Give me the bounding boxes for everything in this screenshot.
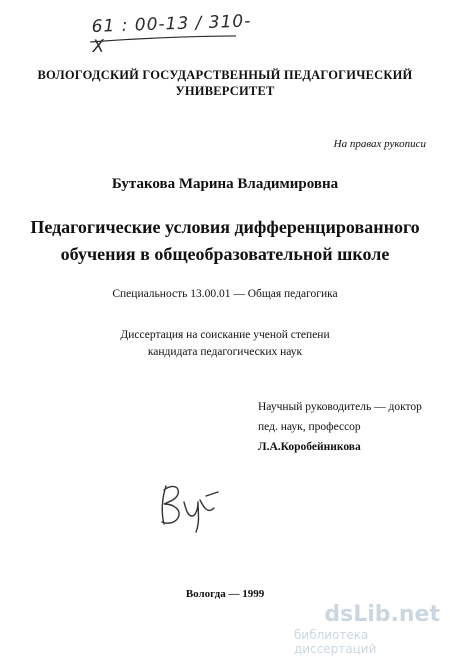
degree-line1: Диссертация на соискание ученой степени (120, 329, 330, 341)
handwritten-catalog-number (91, 11, 262, 57)
supervisor-line1: Научный руководитель — доктор (258, 401, 422, 413)
rights-note: На правах рукописи (333, 138, 426, 150)
catalog-number-text: 61 : 00-13 / 310-X (91, 11, 252, 57)
handwritten-signature (152, 478, 224, 538)
watermark-tagline: библиотека диссертаций (294, 628, 377, 656)
city-year: Вологда — 1999 (185, 588, 265, 600)
watermark-logo: dsLib.net (324, 602, 440, 627)
university-name-line1: ВОЛОГОДСКИЙ ГОСУДАРСТВЕННЫЙ ПЕДАГОГИЧЕСКИЙ (37, 68, 413, 82)
watermark (294, 602, 444, 656)
specialty: Специальность 13.00.01 — Общая педагогика (112, 288, 338, 300)
university-name-line2: УНИВЕРСИТЕТ (175, 84, 275, 98)
author-name: Бутакова Марина Владимировна (111, 176, 339, 192)
degree-line2: кандидата педагогических наук (147, 346, 303, 358)
title-line2: обучения в общеобразовательной школе (60, 244, 390, 264)
title-line1: Педагогические условия дифференцированного (30, 217, 420, 237)
supervisor-name: Л.А.Коробейникова (258, 441, 361, 453)
supervisor-line2: пед. наук, профессор (258, 421, 361, 433)
